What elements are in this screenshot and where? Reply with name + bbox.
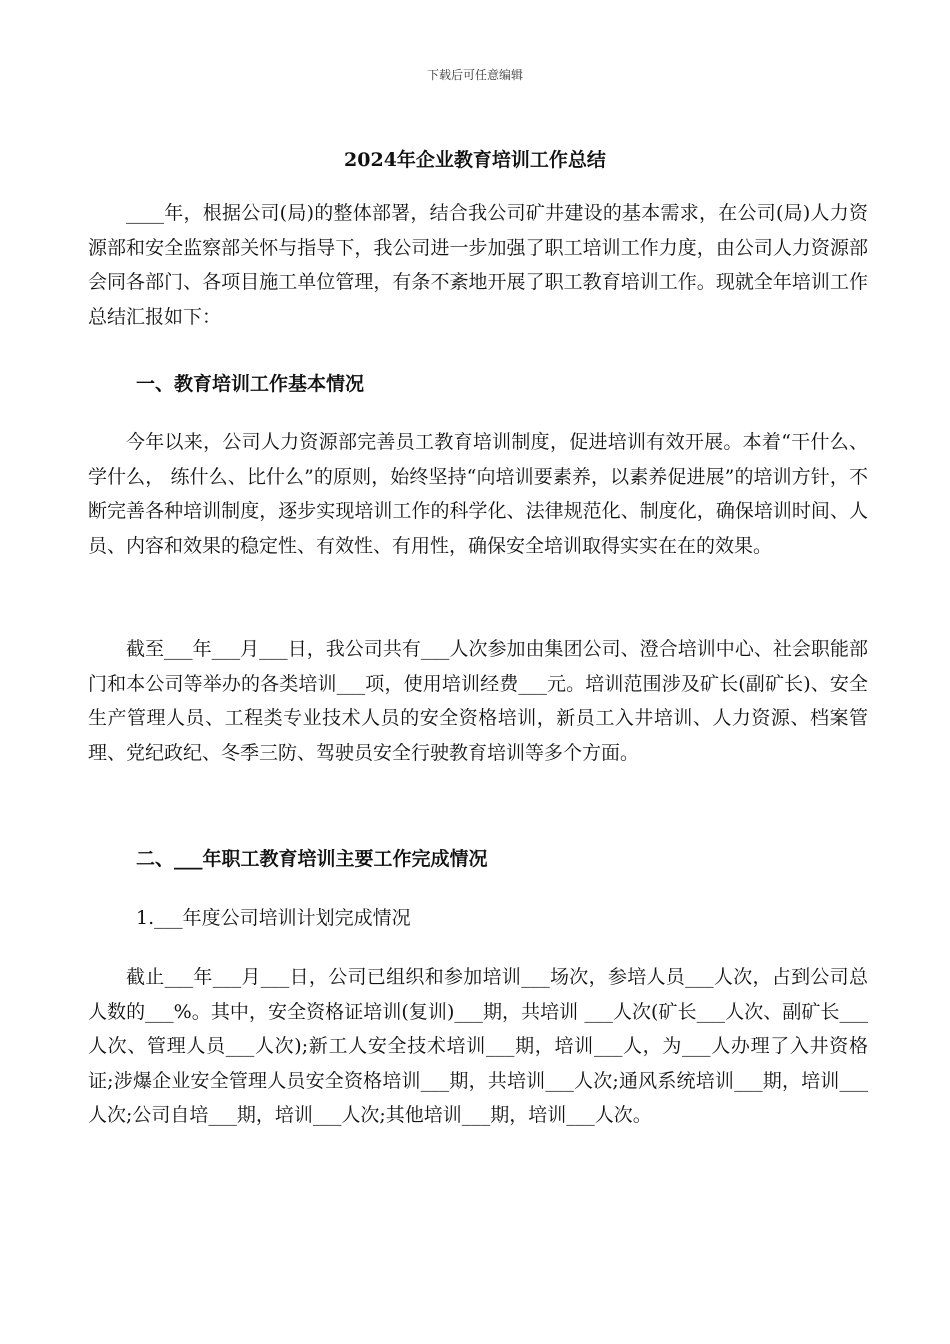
section-2-heading: 二、___年职工教育培训主要工作完成情况 xyxy=(136,848,488,870)
section-1-paragraph-1: 今年以来，公司人力资源部完善员工教育培训制度，促进培训有效开展。本着“干什么、学什么， 练什么、比什么”的原则，始终坚持“向培训要素养，以素养促进展”的培训方针，不断完善各种培训制度，逐步实现培训工作的科学化、法律规范化、制度化，确保培训时间、人员、内容和效果的稳定性、有效性、有用性，确保安全培训取得实实在在的效果。 xyxy=(88,431,868,557)
section-1-paragraph-2-block xyxy=(88,632,868,770)
section-1-paragraph-1-block xyxy=(88,425,868,563)
section-2-paragraph-1-block xyxy=(88,960,868,1133)
section-2-paragraph-1: 截止___年___月___日，公司已组织和参加培训___场次，参培人员___人次，占到公司总人数的___%。其中，安全资格证培训(复训)___期，共培训 ___人次(矿长___人次、副矿长___人次、管理人员___人次);新工人安全技术培训___期，培训___人，为___人办理了入井资格证;涉爆企业安全管理人员安全资格培训___期，共培训___人次;通风系统培训___期，培训___人次;公司自培___期，培训___人次;其他培训___期，培训___人次。 xyxy=(88,966,868,1126)
intro-section xyxy=(88,196,868,334)
section-1-heading: 一、教育培训工作基本情况 xyxy=(136,373,365,395)
header-note: 下载后可任意编辑 xyxy=(426,68,523,82)
section-1-paragraph-2: 截至___年___月___日，我公司共有___人次参加由集团公司、澄合培训中心、社会职能部门和本公司等举办的各类培训___项，使用培训经费___元。培训范围涉及矿长(副矿长)、安全生产管理人员、工程类专业技术人员的安全资格培训，新员工入井培训、人力资源、档案管理、党纪政纪、冬季三防、驾驶员安全行驶教育培训等多个方面。 xyxy=(88,638,868,764)
section-2-heading-block xyxy=(88,844,868,874)
document-title: 2024年企业教育培训工作总结 xyxy=(344,149,606,171)
section-2-subheading-block xyxy=(88,903,868,933)
section-2-subheading: 1.___年度公司培训计划完成情况 xyxy=(136,907,411,929)
section-1-heading-block xyxy=(88,369,868,399)
intro-paragraph: ____年，根据公司(局)的整体部署，结合我公司矿井建设的基本需求，在公司(局)人力资源部和安全监察部关怀与指导下，我公司进一步加强了职工培训工作力度，由公司人力资源部会同各部门、各项目施工单位管理，有条不紊地开展了职工教育培训工作。现就全年培训工作总结汇报如下： xyxy=(88,202,868,328)
